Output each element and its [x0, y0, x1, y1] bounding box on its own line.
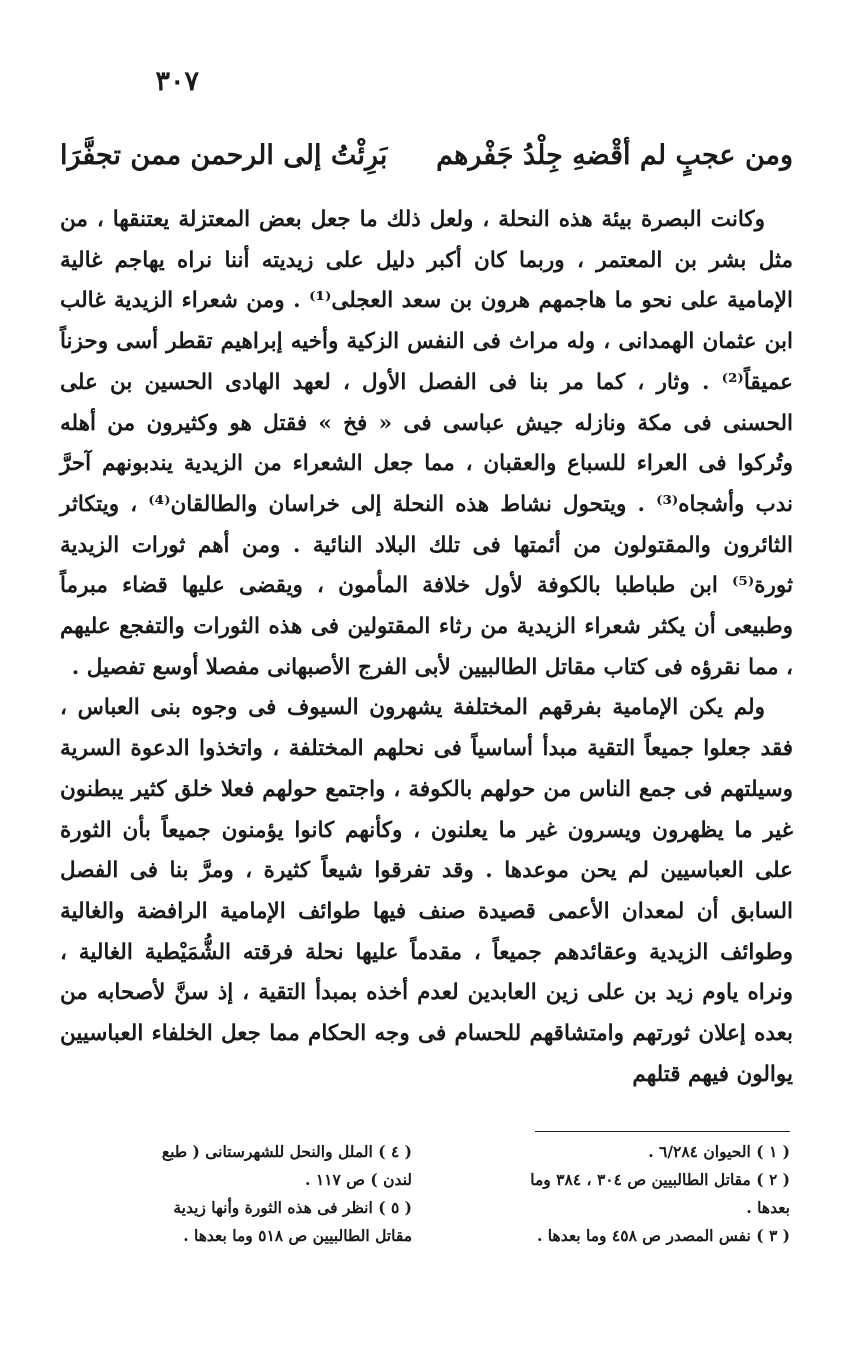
footnote-divider: [535, 1131, 790, 1132]
footnote: ( ٥ ) انظر فى هذه الثورة وأنها زيدية مقاتل الطالبيين ص ٥١٨ وما بعدها .: [173, 1198, 412, 1245]
verse-first-hemistich: ومن عجبٍ لم أقْضهِ جِلْدُ جَفْرهم: [436, 140, 793, 171]
footnote: ( ١ ) الحيوان ٦/٢٨٤ .: [648, 1142, 790, 1161]
verse-second-hemistich: بَرِئْتُ إلى الرحمن ممن تجفَّرَا: [60, 140, 388, 171]
paragraph: ولم يكن الإمامية بفرقهم المختلفة يشهرون السيوف فى وجوه بنى العباس ، فقد جعلوا جميعاً التقية مبدأ أساسياً فى نحلهم المختلفة ، واتخذوا الدعوة السرية وسيلتهم فى جمع الناس من حولهم بالكوفة ، واجتمع حولهم فعلا خلق كثير يبطنون غير ما يظهرون ويسرون غير ما يعلنون ، وكأنهم كانوا يؤمنون جميعاً بأن الثورة على العباسيين لم يحن موعدها . وقد تفرقوا شيعاً كثيرة ، ومرَّ بنا فى الفصل السابق أن لمعدان الأعمى قصيدة صنف فيها طوائف الإمامية الرافضة والغالية وطوائف الزيدية وعقائدهم جميعاً ، مقدماً عليها نحلة فرقته الشُّمَيْطية الغالية ، ونراه ياوم زيد بن على زين العابدين لعدم أخذه بمبدأ التقية ، إذ سنَّ لأصحابه من بعده إعلان ثورتهم وامتشاقهم للحسام فى وجه الحكام مما جعل الخلفاء العباسيين يوالون فيهم قتلهم: [60, 695, 793, 1087]
footnotes-right-column: [518, 1138, 790, 1250]
paragraph: وكانت البصرة بيئة هذه النحلة ، ولعل ذلك ما جعل بعض المعتزلة يعتنقها ، من مثل بشر بن المعتمر ، وربما كان أكبر دليل على زيديته أننا نراه يهاجم غالية الإمامية على نحو ما هاجمهم هرون بن سعد العجلى⁽¹⁾ . ومن شعراء الزيدية غالب ابن عثمان الهمدانى ، وله مراث فى النفس الزكية وأخيه إبراهيم تقطر أسى وحزناً عميقاً⁽²⁾ . وثار ، كما مر بنا فى الفصل الأول ، لعهد الهادى الحسين بن على الحسنى فى مكة ونازله جيش عباسى فى « فخ » فقتل هو وكثيرون من أهله وتُركوا فى العراء للسباع والعقبان ، مما جعل الشعراء من الزيدية يندبونهم آحرَّ ندب وأشجاه⁽³⁾ . ويتحول نشاط هذه النحلة إلى خراسان والطالقان⁽⁴⁾ ، ويتكاثر الثائرون والمقتولون من أئمتها فى تلك البلاد النائية . ومن أهم ثورات الزيدية ثورة⁽⁵⁾ ابن طباطبا بالكوفة لأول خلافة المأمون ، ويقضى عليها قضاء مبرماً وطبيعى أن يكثر شعراء الزيدية من رثاء المقتولين فى هذه الثورات والتفجع عليهم ، مما نقرؤه فى كتاب مقاتل الطالبيين لأبى الفرج الأصبهانى مفصلا أوسع تفصيل .: [60, 207, 793, 680]
poetry-verse: [60, 140, 793, 171]
main-text: [60, 200, 793, 1095]
footnote: ( ٣ ) نفس المصدر ص ٤٥٨ وما بعدها .: [537, 1226, 790, 1245]
footnote: ( ٤ ) الملل والنحل للشهرستانى ( طبع لندن ) ص ١١٧ .: [161, 1142, 412, 1189]
footnotes-left-column: [140, 1138, 412, 1250]
page-number: ٣٠٧: [155, 66, 199, 97]
footnote: ( ٢ ) مقاتل الطالبيين ص ٣٠٤ ، ٣٨٤ وما بعدها .: [530, 1170, 790, 1217]
